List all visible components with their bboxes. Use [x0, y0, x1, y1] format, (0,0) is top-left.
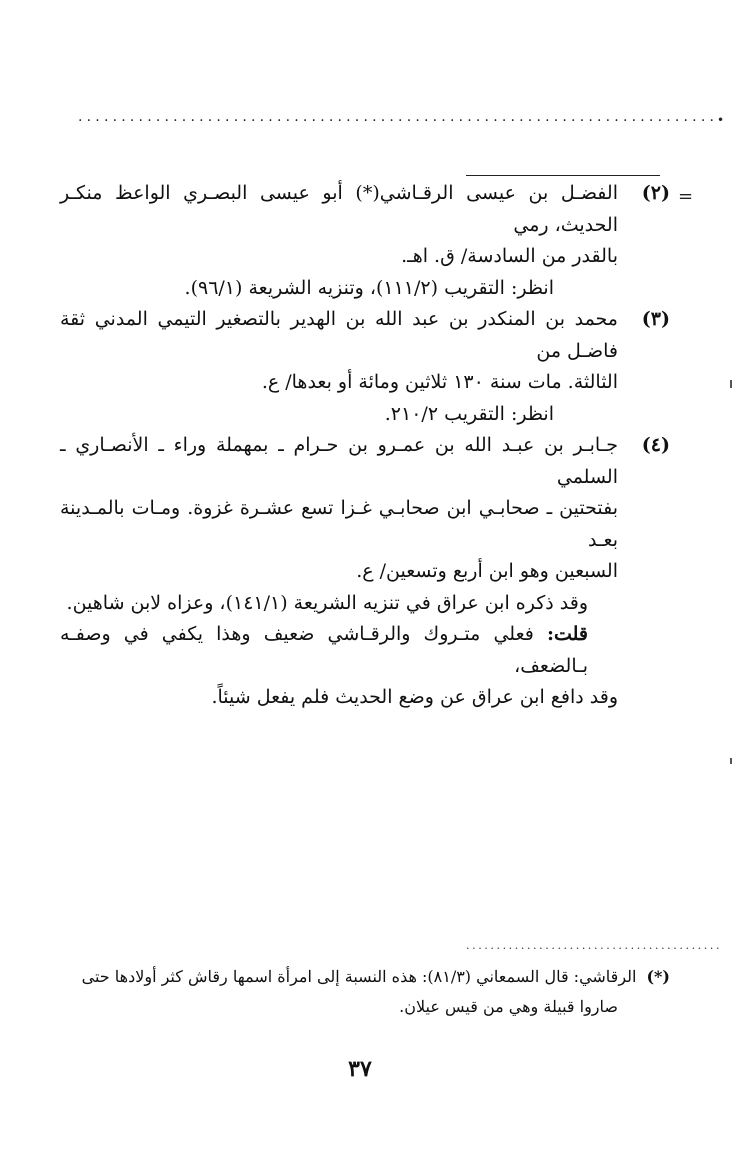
note-entry-2 — [60, 178, 670, 304]
note-number: (٣) — [641, 308, 670, 330]
note-comment — [60, 619, 618, 682]
notes-section — [60, 178, 670, 714]
continuation-mark: = — [678, 186, 694, 207]
note-reference: انظر: التقريب ٢١٠/٢. — [384, 402, 554, 425]
note-entry-4 — [60, 430, 670, 714]
note-line: محمد بن المنكدر بن عبد الله بن الهدير بالتصغير التيمي المدني ثقة فاضـل من — [60, 308, 618, 362]
note-line: بالقدر من السادسة/ ق. اهـ. — [401, 245, 618, 267]
note-number: (٢) — [641, 182, 670, 204]
comment-text: وقد دافع ابن عراق عن وضع الحديث فلم يفعل شيئاً. — [211, 686, 618, 708]
note-line: جـابـر بن عبـد الله بن عمـرو بن حـرام ـ بمهملة وراء ـ الأنصـاري ـ السلمي — [60, 434, 618, 488]
comment-label: قلت: — [546, 623, 589, 645]
footnote-separator-rule — [466, 175, 660, 176]
note-line: بفتحتين ـ صحابـي ابن صحابـي غـزا تسع عشـرة غزوة. ومـات بالمـدينة بعـد — [60, 497, 618, 551]
note-entry-3 — [60, 304, 670, 430]
footnote-dotted-rule: .......................................... — [466, 939, 723, 952]
footnote — [60, 962, 670, 1022]
footnote-line: الرقاشي: قال السمعاني (٨١/٣): هذه النسبة إلى امرأة اسمها رقاش كثر أولادها حتى — [81, 967, 637, 986]
footnote-line: صاروا قبيلة وهي من قيس عيلان. — [399, 997, 618, 1016]
header-dotted-rule: .......................................................................... — [78, 109, 719, 125]
note-line: الثالثة. مات سنة ١٣٠ ثلاثين ومائة أو بعدها/ ع. — [261, 371, 618, 393]
note-reference: وقد ذكره ابن عراق في تنزيه الشريعة (١٤١/١)، وعزاه لابن شاهين. — [66, 591, 588, 614]
corner-mark: • — [717, 113, 725, 127]
note-reference: انظر: التقريب (١١١/٢)، وتنزيه الشريعة (٩٦/١). — [184, 276, 554, 299]
comment-text: فعلي متـروك والرقـاشي ضعيف وهذا يكفي في وصفـه بـالضعف، — [60, 623, 588, 677]
page-number: ٣٧ — [348, 1056, 372, 1082]
footnote-mark: (*) — [646, 967, 670, 986]
note-line: الفضـل بن عيسى الرقـاشي(*) أبو عيسى البصـري الواعظ منكـر الحديث، رمي — [60, 182, 618, 236]
note-number: (٤) — [641, 434, 670, 456]
note-line: السبعين وهو ابن أربع وتسعين/ ع. — [356, 560, 618, 582]
